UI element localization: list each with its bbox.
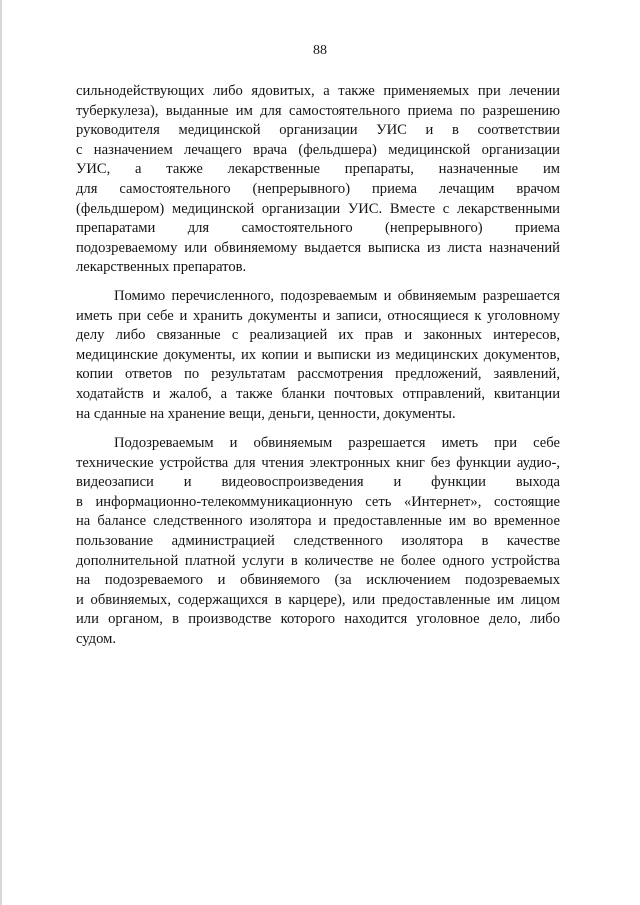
text-line: для самостоятельного (непрерывного) приема лечащим врачом: [76, 180, 560, 197]
text-line: сильнодействующих либо ядовитых, а также применяемых при лечении: [76, 83, 560, 99]
text-line: в информационно-телекоммуникационную сеть «Интернет», состоящие: [76, 493, 560, 510]
text-line: УИС, а также лекарственные препараты, назначенные им: [76, 161, 560, 178]
text-line: делу либо связанные с реализацией их прав и законных интересов,: [76, 327, 560, 344]
text-line: с назначением лечащего врача (фельдшера) медицинской организации: [76, 141, 560, 158]
paragraph-1: [76, 82, 560, 278]
text-line: иметь при себе и хранить документы и записи, относящиеся к уголовному: [76, 307, 560, 324]
page-edge-shadow: [0, 0, 2, 905]
text-line: подозреваемому или обвиняемому выдается выписка из листа назначений: [76, 239, 560, 256]
paragraph-3: [76, 434, 560, 650]
text-line: дополнительной платной услуги в количестве не более одного устройства: [76, 552, 560, 569]
text-line: руководителя медицинской организации УИС и в соответствии: [76, 122, 560, 139]
text-line: ходатайств и жалоб, а также бланки почтовых отправлений, квитанции: [76, 385, 560, 402]
text-line: медицинские документы, их копии и выписки из медицинских документов,: [76, 346, 560, 363]
text-line: Помимо перечисленного, подозреваемым и обвиняемым разрешается: [114, 288, 560, 304]
text-line: туберкулеза), выданные им для самостоятельного приема по разрешению: [76, 102, 560, 119]
text-line: на сданные на хранение вещи, деньги, ценности, документы.: [76, 405, 456, 422]
paragraph-2: [76, 287, 560, 424]
text-line: на балансе следственного изолятора и предоставленные им во временное: [76, 513, 560, 530]
text-line: копии ответов по результатам рассмотрения предложений, заявлений,: [76, 366, 560, 383]
page-number: 88: [313, 43, 327, 58]
text-line: Подозреваемым и обвиняемым разрешается иметь при себе: [114, 435, 560, 451]
text-line: пользование администрацией следственного изолятора в качестве: [76, 532, 560, 549]
text-line: (фельдшером) медицинской организации УИС. Вместе с лекарственными: [76, 200, 560, 217]
text-line: и обвиняемых, содержащихся в карцере), или предоставленные им лицом: [76, 591, 560, 608]
text-line: или органом, в производстве которого находится уголовное дело, либо: [76, 611, 560, 628]
text-line: на подозреваемого и обвиняемого (за исключением подозреваемых: [76, 572, 560, 589]
text-line: лекарственных препаратов.: [76, 259, 247, 276]
text-line: технические устройства для чтения электронных книг без функции аудио-,: [76, 454, 560, 471]
text-line: судом.: [76, 630, 116, 647]
text-line: препаратами для самостоятельного (непрерывного) приема: [76, 220, 560, 237]
text-line: видеозаписи и видеовоспроизведения и функции выхода: [76, 474, 560, 491]
